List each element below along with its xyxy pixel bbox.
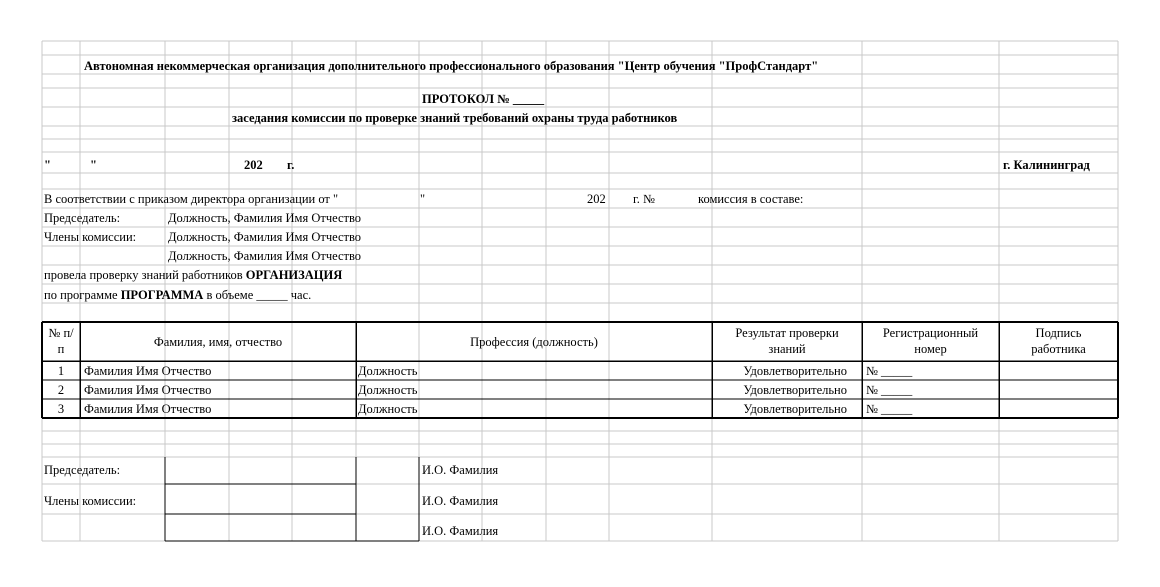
city: г. Калининград — [1003, 158, 1090, 172]
table-row-3-num: 3 — [57, 402, 65, 416]
signature-name-1: И.О. Фамилия — [422, 463, 499, 477]
table-row-3-fio: Фамилия Имя Отчество — [84, 402, 212, 416]
table-row-3-result: Удовлетворительно — [743, 402, 847, 416]
program-blank: _____ — [256, 288, 288, 302]
members-label: Члены комиссии: — [44, 230, 137, 244]
table-row-3-reg: № _____ — [866, 402, 913, 416]
header-sign-line2: работника — [1031, 342, 1086, 356]
program-name: ПРОГРАММА — [120, 288, 204, 302]
table-row-1-result: Удовлетворительно — [743, 364, 847, 378]
header-num-line1: № п/ — [48, 326, 74, 340]
header-reg — [862, 325, 999, 357]
table-row-2-result: Удовлетворительно — [743, 383, 847, 397]
table-row-2-profession: Должность — [358, 383, 418, 397]
protocol-subtitle: заседания комиссии по проверке знаний требований охраны труда работников — [232, 111, 678, 125]
order-prefix: В соответствии с приказом директора организации от " — [44, 192, 339, 206]
check-prefix: провела проверку знаний работников — [44, 268, 243, 282]
signature-name-3: И.О. Фамилия — [422, 524, 499, 538]
check-organization: ОРГАНИЗАЦИЯ — [245, 268, 343, 282]
header-num-line2: п — [57, 342, 65, 356]
header-result — [712, 325, 862, 357]
protocol-title: ПРОТОКОЛ № _____ — [422, 92, 545, 106]
member-2-value: Должность, Фамилия Имя Отчество — [168, 249, 362, 263]
header-result-line2: знаний — [768, 342, 806, 356]
table-row-1-num: 1 — [57, 364, 65, 378]
program-prefix: по программе — [44, 288, 118, 302]
table-row-1-fio: Фамилия Имя Отчество — [84, 364, 212, 378]
member-1-value: Должность, Фамилия Имя Отчество — [168, 230, 362, 244]
header-reg-line2: номер — [914, 342, 947, 356]
table-row-1-reg: № _____ — [866, 364, 913, 378]
table-row-2-num: 2 — [57, 383, 65, 397]
order-quote: " — [420, 192, 426, 206]
date-quote-open: " — [44, 158, 51, 172]
table-row-1-profession: Должность — [358, 364, 418, 378]
date-year-suffix: г. — [287, 158, 295, 172]
header-fio: Фамилия, имя, отчество — [153, 335, 283, 349]
signature-name-2: И.О. Фамилия — [422, 494, 499, 508]
program-mid: в объеме — [206, 288, 254, 302]
table-row-2-reg: № _____ — [866, 383, 913, 397]
header-result-line1: Результат проверки — [735, 326, 839, 340]
header-profession: Профессия (должность) — [470, 335, 598, 349]
date-year: 202 — [244, 158, 263, 172]
order-suffix: комиссия в составе: — [698, 192, 804, 206]
signature-members-label: Члены комиссии: — [44, 494, 137, 508]
table-row-2-fio: Фамилия Имя Отчество — [84, 383, 212, 397]
header-reg-line1: Регистрационный — [882, 326, 979, 340]
chairman-label: Председатель: — [44, 211, 121, 225]
check-line — [44, 267, 342, 283]
signature-chairman-label: Председатель: — [44, 463, 121, 477]
header-num — [42, 325, 80, 357]
program-hours: час. — [290, 288, 312, 302]
order-year: 202 — [587, 192, 606, 206]
table-row-3-profession: Должность — [358, 402, 418, 416]
chairman-value: Должность, Фамилия Имя Отчество — [168, 211, 362, 225]
order-number-label: г. № — [633, 192, 655, 206]
header-sign-line1: Подпись — [1035, 326, 1082, 340]
organization-name: Автономная некоммерческая организация дополнительного профессионального образования "Центр обучения "ПрофСтандарт" — [84, 59, 819, 73]
header-sign — [999, 325, 1118, 357]
date-quote-close: " — [90, 158, 97, 172]
program-line — [44, 287, 311, 303]
